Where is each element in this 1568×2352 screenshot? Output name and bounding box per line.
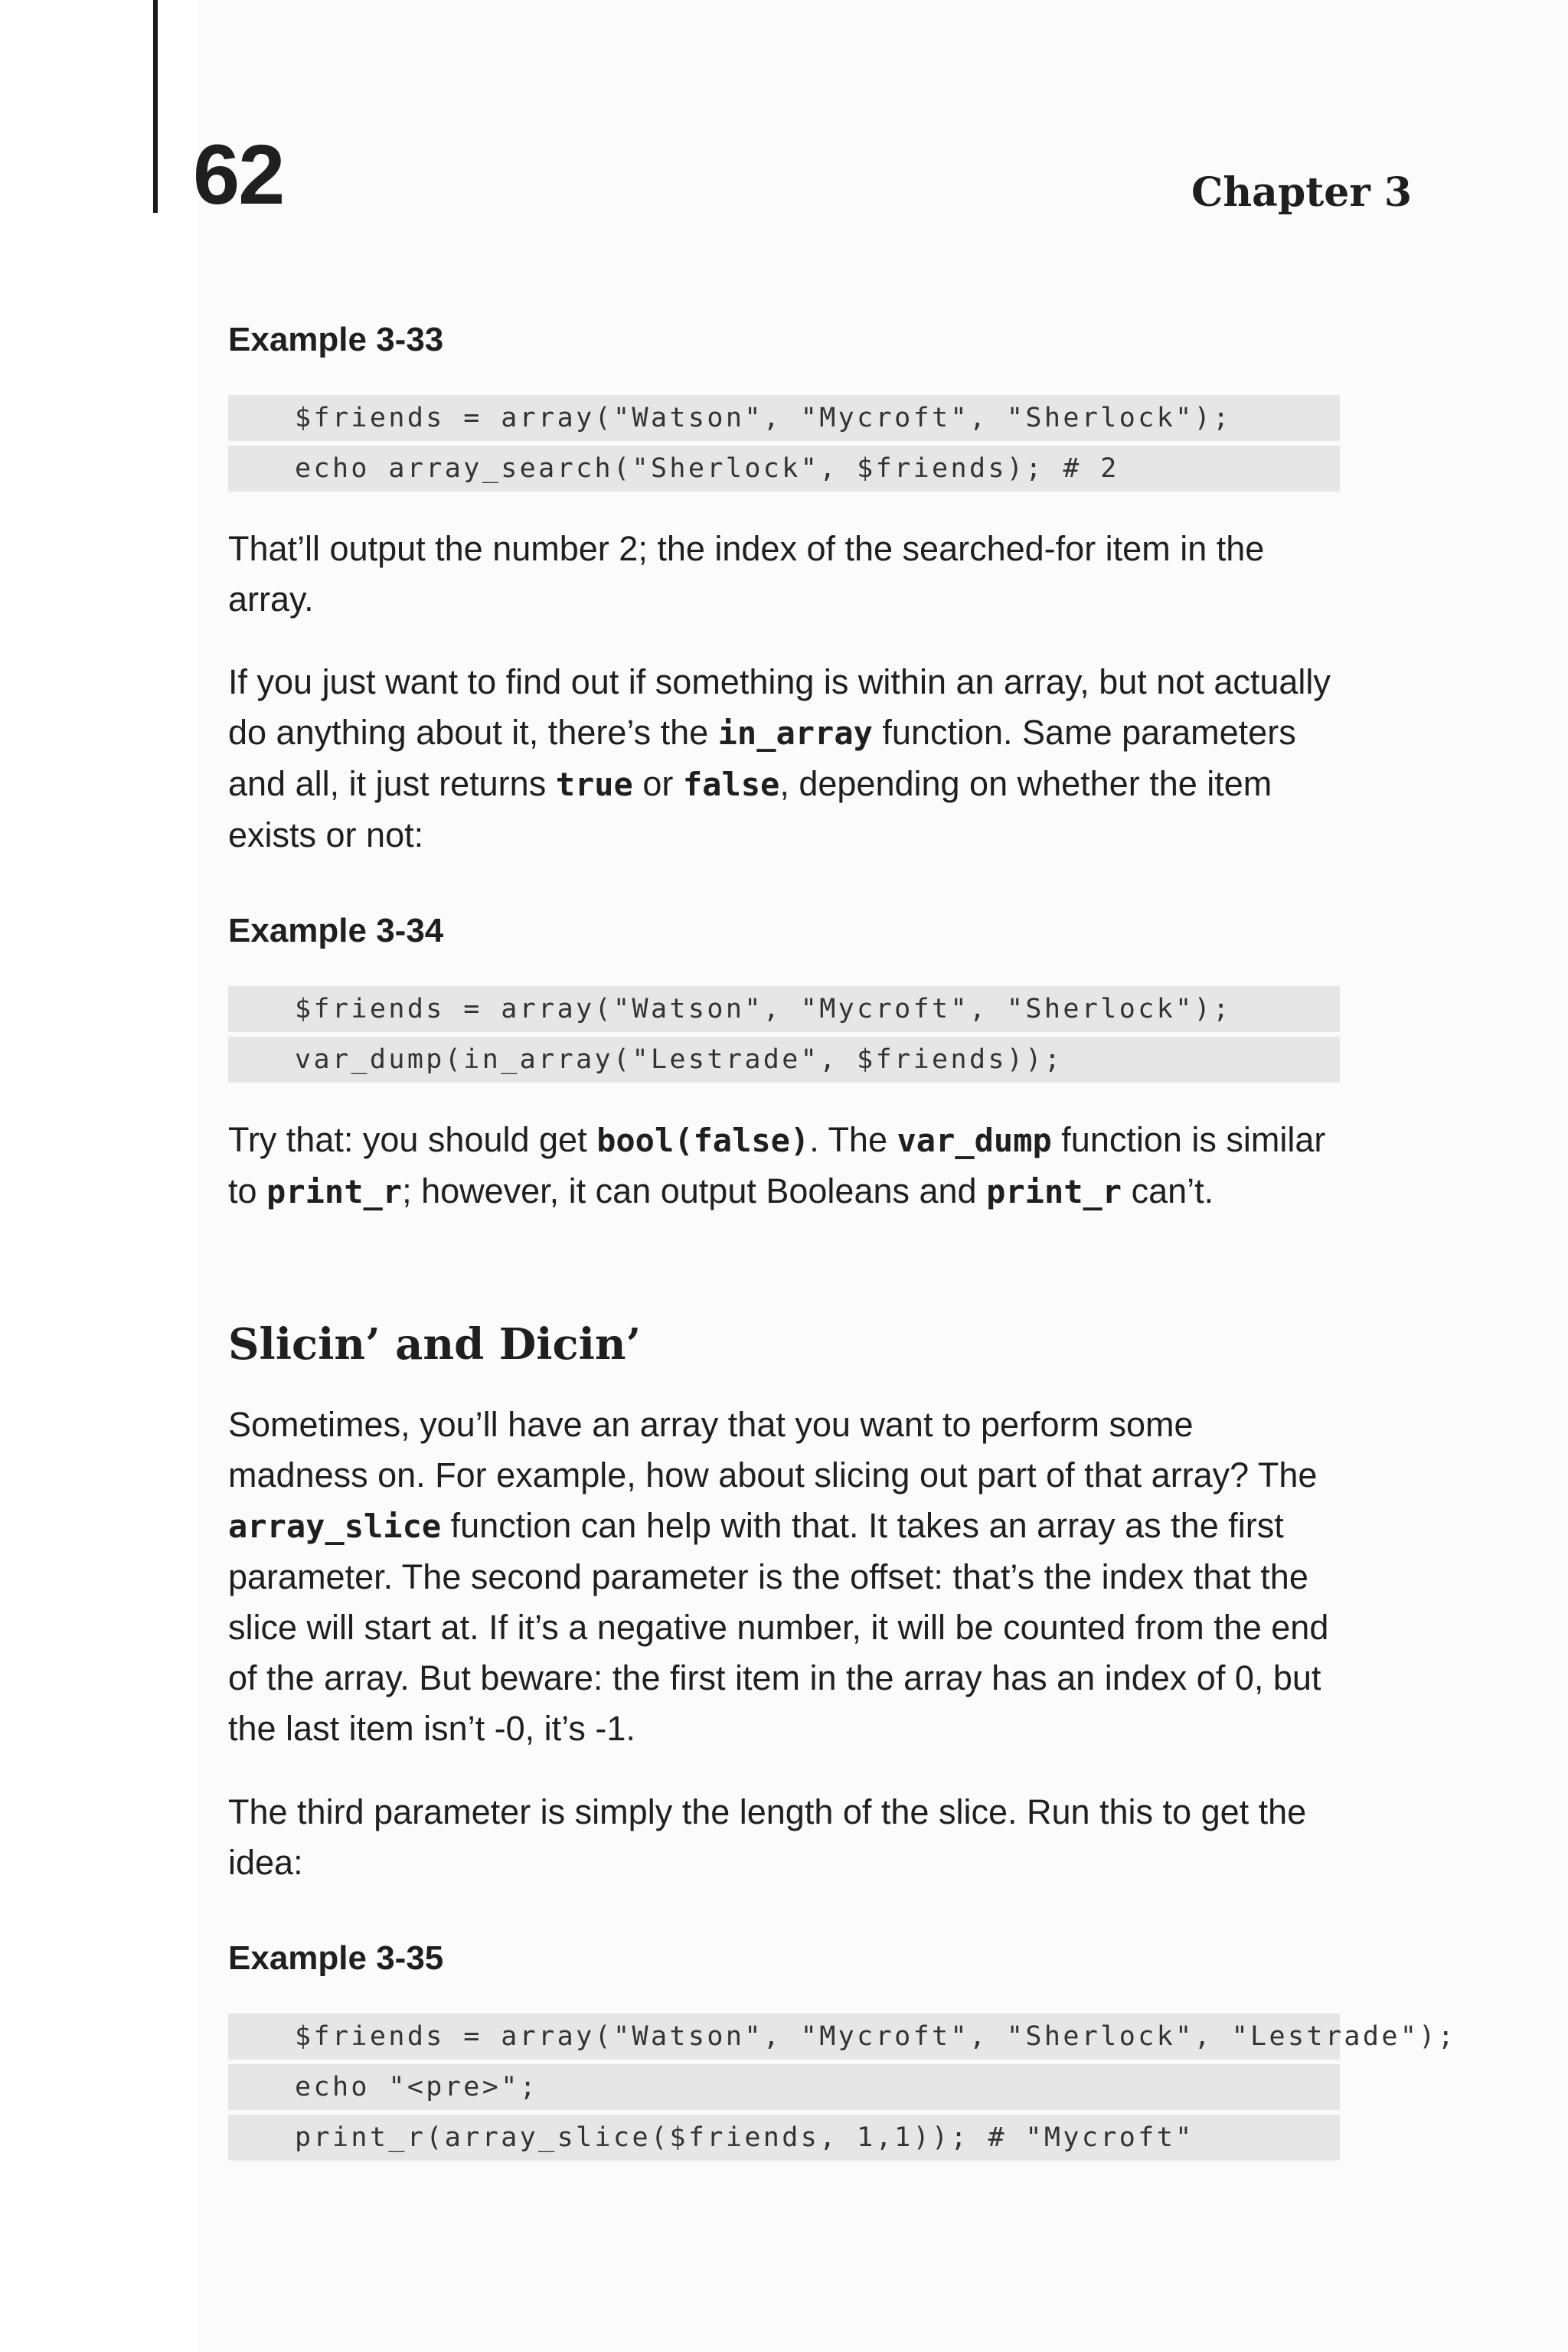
margin-rule [153,0,158,213]
code-line: echo array_search("Sherlock", $friends); # 2 [228,446,1340,492]
code-line: echo "<pre>"; [228,2064,1340,2110]
inline-code: true [555,766,633,803]
inline-code: print_r [266,1173,403,1210]
code-line: $friends = array("Watson", "Mycroft", "Sherlock"); [228,986,1340,1032]
paragraph-slice-length: The third parameter is simply the length of the slice. Run this to get the idea: [228,1792,1307,1882]
inline-code: array_slice [228,1508,442,1545]
inline-code: in_array [717,714,873,752]
code-line: print_r(array_slice($friends, 1,1)); # "Mycroft" [228,2115,1340,2161]
section-heading: Slicin’ and Dicin’ [228,1319,642,1370]
paragraph-array-search-result: That’ll output the number 2; the index of the searched-for item in the array. [228,529,1265,619]
example-3-35-label: Example 3-35 [228,1939,444,1977]
paragraph-var-dump: Try that: you should get bool(false). The var_dump function is similar to print_r; however, it can output Booleans and print_r can’t. [228,1120,1326,1210]
chapter-title: Chapter 3 [1191,169,1412,216]
page-number: 62 [193,128,284,222]
code-line: $friends = array("Watson", "Mycroft", "Sherlock"); [228,395,1340,441]
code-line: var_dump(in_array("Lestrade", $friends)); [228,1037,1340,1083]
inline-code: false [682,766,780,803]
example-3-34-label: Example 3-34 [228,912,444,949]
inline-code: print_r [986,1173,1122,1210]
paragraph-in-array: If you just want to find out if something is within an array, but not actually do anything about it, there’s the in_array function. Same parameters and all, it just returns true or false, depending on whether the item exists or not: [228,662,1331,854]
code-line: $friends = array("Watson", "Mycroft", "Sherlock", "Lestrade"); [228,2014,1340,2060]
inline-code: bool(false) [596,1122,810,1159]
inline-code: var_dump [897,1122,1052,1159]
paragraph-array-slice: Sometimes, you’ll have an array that you want to perform some madness on. For example, how about slicing out part of that array? The array_slice function can help with that. It takes an array as the first parameter. The second parameter is the offset: that’s the index that the slice will start at. If it’s a negative number, it will be counted from the end of the array. But beware: the first item in the array has an index of 0, but the last item isn’t -0, it’s -1. [228,1405,1329,1748]
example-3-33-label: Example 3-33 [228,321,444,358]
